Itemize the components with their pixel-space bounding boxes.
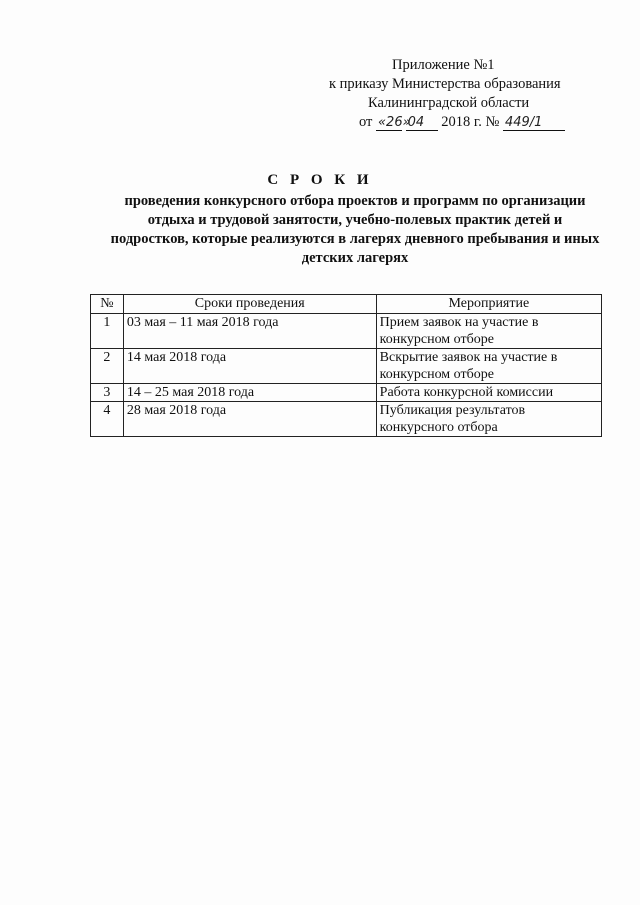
document-title: С Р О К И — [267, 172, 373, 188]
row-dates: 28 мая 2018 года — [123, 402, 376, 437]
appendix-date-line — [310, 113, 600, 132]
handwritten-month: 04 — [406, 116, 438, 131]
schedule-table — [90, 294, 602, 437]
appendix-region: Калининградской области — [368, 95, 530, 111]
row-number: 1 — [91, 314, 124, 349]
date-year: 2018 г. № — [441, 114, 500, 130]
row-dates: 03 мая – 11 мая 2018 года — [123, 314, 376, 349]
table-row — [91, 402, 602, 437]
row-number: 4 — [91, 402, 124, 437]
date-prefix: от — [359, 114, 373, 130]
row-event: Публикация результатов конкурсного отбора — [376, 402, 601, 437]
handwritten-day: «26» — [378, 115, 411, 130]
table-header-row — [91, 295, 602, 314]
header-event: Мероприятие — [376, 295, 601, 314]
row-dates: 14 – 25 мая 2018 года — [123, 384, 376, 402]
table-row — [91, 384, 602, 402]
appendix-header — [310, 56, 600, 132]
appendix-title: Приложение №1 — [392, 57, 495, 73]
table-row — [91, 314, 602, 349]
header-number: № — [91, 295, 124, 314]
row-event: Прием заявок на участие в конкурсном отборе — [376, 314, 601, 349]
row-event: Вскрытие заявок на участие в конкурсном отборе — [376, 349, 601, 384]
appendix-order-ref: к приказу Министерства образования — [329, 76, 561, 92]
document-subtitle: проведения конкурсного отбора проектов и программ по организации отдыха и трудовой занятости, учебно-полевых практик детей и подростков, которые реализуются в лагерях дневного пребывания и иных детских лагерях — [110, 193, 600, 266]
row-number: 2 — [91, 349, 124, 384]
handwritten-order-number: 449/1 — [503, 116, 565, 131]
row-dates: 14 мая 2018 года — [123, 349, 376, 384]
row-event: Работа конкурсной комиссии — [376, 384, 601, 402]
header-dates: Сроки проведения — [123, 295, 376, 314]
row-number: 3 — [91, 384, 124, 402]
table-row — [91, 349, 602, 384]
